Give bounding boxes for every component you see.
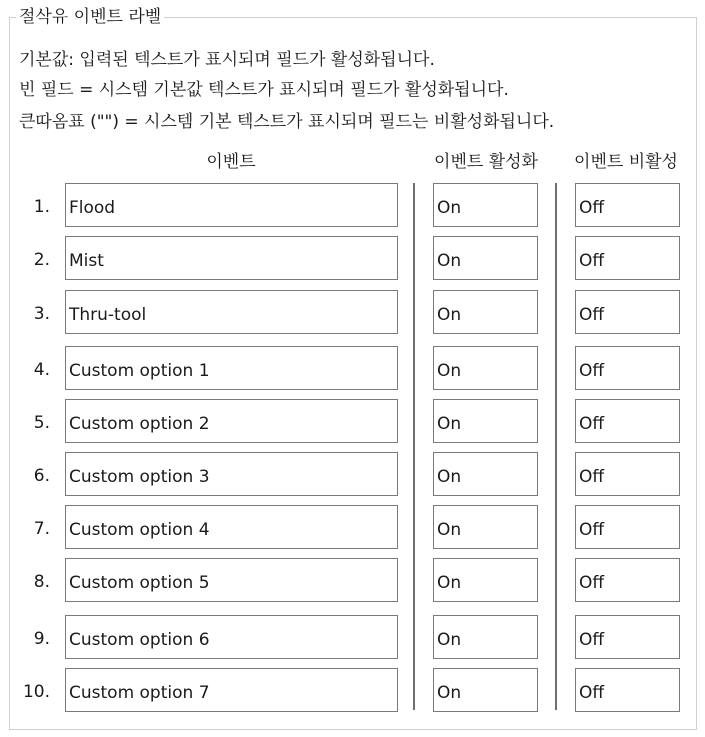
row-number: 8.: [33, 572, 50, 592]
row-number: 6.: [33, 466, 50, 486]
header-event: 이벤트: [206, 152, 256, 172]
event-on-label-input[interactable]: [433, 505, 538, 549]
row-number: 3.: [33, 304, 50, 324]
header-event-off: 이벤트 비활성: [574, 152, 678, 172]
event-label-input[interactable]: [65, 505, 398, 549]
event-off-label-input[interactable]: [575, 183, 680, 227]
event-label-input[interactable]: [65, 668, 398, 712]
row-number: 10.: [22, 682, 50, 702]
event-label-input[interactable]: [65, 183, 398, 227]
column-divider-2: [555, 183, 557, 710]
description-empty-field: 빈 필드 = 시스템 기본값 텍스트가 표시되며 필드가 활성화됩니다.: [19, 80, 509, 100]
row-number: 4.: [33, 360, 50, 380]
event-label-input[interactable]: [65, 290, 398, 334]
description-double-quotes: 큰따옴표 ("") = 시스템 기본 텍스트가 표시되며 필드는 비활성화됩니다.: [19, 112, 555, 132]
event-off-label-input[interactable]: [575, 399, 680, 443]
event-on-label-input[interactable]: [433, 290, 538, 334]
group-title: 절삭유 이벤트 라벨: [16, 6, 164, 28]
column-divider-1: [413, 183, 415, 710]
event-on-label-input[interactable]: [433, 183, 538, 227]
event-off-label-input[interactable]: [575, 452, 680, 496]
event-on-label-input[interactable]: [433, 668, 538, 712]
event-off-label-input[interactable]: [575, 290, 680, 334]
event-on-label-input[interactable]: [433, 452, 538, 496]
row-number: 1.: [33, 197, 50, 217]
event-label-input[interactable]: [65, 236, 398, 280]
description-default: 기본값: 입력된 텍스트가 표시되며 필드가 활성화됩니다.: [19, 50, 435, 70]
event-label-input[interactable]: [65, 615, 398, 659]
event-on-label-input[interactable]: [433, 346, 538, 390]
event-label-input[interactable]: [65, 558, 398, 602]
event-label-input[interactable]: [65, 399, 398, 443]
row-number: 9.: [33, 629, 50, 649]
event-on-label-input[interactable]: [433, 615, 538, 659]
header-event-on: 이벤트 활성화: [434, 152, 538, 172]
event-off-label-input[interactable]: [575, 668, 680, 712]
event-label-input[interactable]: [65, 346, 398, 390]
event-off-label-input[interactable]: [575, 505, 680, 549]
row-number: 5.: [33, 413, 50, 433]
event-off-label-input[interactable]: [575, 615, 680, 659]
event-on-label-input[interactable]: [433, 399, 538, 443]
event-off-label-input[interactable]: [575, 236, 680, 280]
event-on-label-input[interactable]: [433, 558, 538, 602]
event-label-input[interactable]: [65, 452, 398, 496]
event-on-label-input[interactable]: [433, 236, 538, 280]
row-number: 2.: [33, 250, 50, 270]
row-number: 7.: [33, 519, 50, 539]
event-off-label-input[interactable]: [575, 346, 680, 390]
event-off-label-input[interactable]: [575, 558, 680, 602]
